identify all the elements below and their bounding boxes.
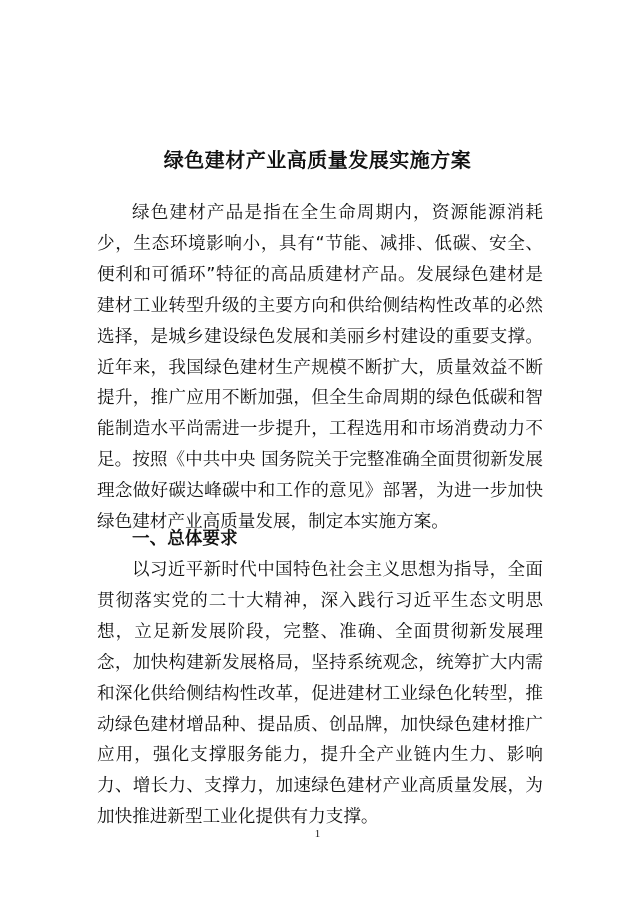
document-title: 绿色建材产业高质量发展实施方案 xyxy=(163,148,472,172)
section-1-paragraph: 以习近平新时代中国特色社会主义思想为指导，全面贯彻落实党的二十大精神，深入践行习近平生态文明思想，立足新发展阶段，完整、准确、全面贯彻新发展理念，加快构建新发展格局，坚持系统观念，统筹扩大内需和深化供给侧结构性改革，促进建材工业绿色化转型，推动绿色建材增品种、提品质、创品牌，加快绿色建材推广应用，强化支撑服务能力，提升全产业链内生力、影响力、增长力、支撑力，加速绿色建材产业高质量发展，为加快推进新型工业化提供有力支撑。 xyxy=(97,560,543,828)
page-number: 1 xyxy=(314,828,321,840)
intro-paragraph: 绿色建材产品是指在全生命周期内，资源能源消耗少，生态环境影响小，具有“节能、减排、低碳、安全、便利和可循环”特征的高品质建材产品。发展绿色建材是建材工业转型升级的主要方向和供给侧结构性改革的必然选择，是城乡建设绿色发展和美丽乡村建设的重要支撑。近年来，我国绿色建材生产规模不断扩大，质量效益不断提升，推广应用不断加强，但全生命周期的绿色低碳和智能制造水平尚需进一步提升，工程选用和市场消费动力不足。按照《中共中央 国务院关于完整准确全面贯彻新发展理念做好碳达峰碳中和工作的意见》部署，为进一步加快绿色建材产业高质量发展，制定本实施方案。 xyxy=(97,203,543,533)
section-heading-overall-requirements: 一、总体要求 xyxy=(132,529,238,549)
